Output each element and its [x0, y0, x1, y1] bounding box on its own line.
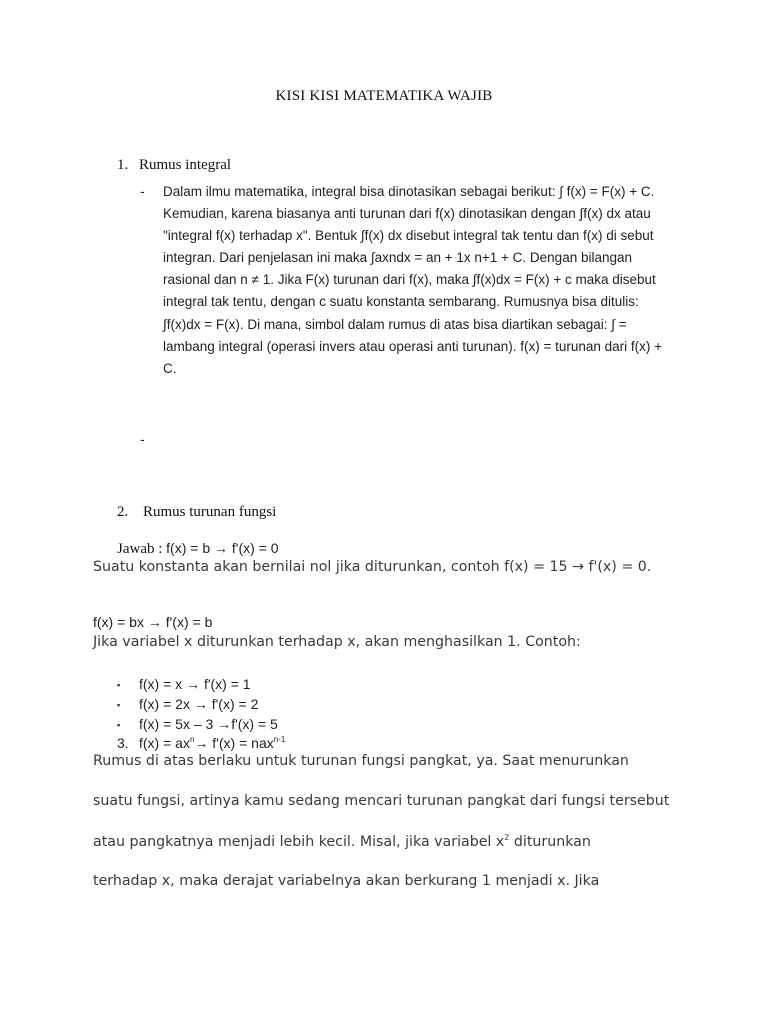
body-line: suatu fungsi, artinya kamu sedang mencari turunan pangkat dari fungsi tersebut: [93, 793, 670, 809]
example-formula: f(x) = 5x – 3 →f'(x) = 5: [139, 716, 278, 732]
integral-paragraph: [163, 181, 662, 380]
jika-variabel-text: Jika variabel x diturunkan terhadap x, akan menghasilkan 1. Contoh:: [93, 634, 581, 650]
paragraph-line: rasional dan n ≠ 1. Jika F(x) turunan dari f(x), maka ∫f(x)dx = F(x) + c maka disebut: [163, 272, 656, 288]
example-formula: f(x) = x → f'(x) = 1: [139, 676, 251, 692]
body-line-tail: diturunkan: [509, 834, 591, 850]
power-formula-right: → f'(x) = nax: [194, 735, 274, 751]
paragraph-line: Dalam ilmu matematika, integral bisa dinotasikan sebagai berikut: ∫ f(x) = F(x) + C.: [163, 184, 655, 199]
power-formula-left: f(x) = ax: [139, 735, 190, 751]
example-formula: f(x) = 2x → f'(x) = 2: [139, 696, 259, 712]
section-2-heading: Rumus turunan fungsi: [143, 504, 277, 520]
body-line: terhadap x, maka derajat variabelnya akan berkurang 1 menjadi x. Jika: [93, 873, 600, 889]
section-2-number: 2.: [117, 504, 129, 520]
fbx-formula: f(x) = bx → f'(x) = b: [93, 614, 213, 630]
body-line-text: atau pangkatnya menjadi lebih kecil. Misal, jika variabel x: [93, 834, 505, 850]
section-1-heading: Rumus integral: [139, 157, 232, 173]
exponent-2: 2: [504, 833, 510, 842]
item-3-number: 3.: [117, 735, 129, 751]
paragraph-line: Kemudian, karena biasanya anti turunan dari f(x) dinotasikan dengan ∫f(x) dx atau: [163, 206, 651, 222]
paragraph-line: C.: [163, 360, 177, 376]
exponent-n-minus-1: n-1: [273, 735, 286, 744]
paragraph-line: "integral f(x) terhadap x". Bentuk ∫f(x) dx disebut integral tak tentu dan f(x) di sebut: [163, 228, 654, 244]
bullet-icon: ▪: [117, 680, 121, 690]
body-line: [93, 833, 591, 850]
section-1-dash: -: [140, 183, 145, 199]
paragraph-line: ∫f(x)dx = F(x). Di mana, simbol dalam rumus di atas bisa diartikan sebagai: ∫ =: [163, 316, 627, 332]
jawab-label: Jawab :: [117, 541, 167, 557]
section-1-number: 1.: [117, 157, 129, 173]
bullet-icon: ▪: [117, 700, 121, 710]
power-rule-formula: [139, 735, 285, 751]
body-line: Rumus di atas berlaku untuk turunan fungsi pangkat, ya. Saat menurunkan: [93, 753, 629, 769]
page-title: KISI KISI MATEMATIKA WAJIB: [275, 88, 493, 104]
empty-list-dash: -: [140, 431, 145, 447]
bullet-icon: ▪: [117, 720, 121, 730]
paragraph-line: integran. Dari penjelasan ini maka ∫axndx = an + 1x n+1 + C. Dengan bilangan: [163, 250, 633, 266]
jawab-formula: f(x) = b → f'(x) = 0: [166, 540, 279, 556]
paragraph-line: lambang integral (operasi invers atau operasi anti turunan). f(x) = turunan dari f(x) +: [163, 338, 663, 354]
jawab-line: [117, 540, 279, 558]
konstanta-text: Suatu konstanta akan bernilai nol jika diturunkan, contoh f(x) = 15 → f'(x) = 0.: [93, 559, 652, 575]
paragraph-line: integral tak tentu, dengan c suatu konstanta sembarang. Rumusnya bisa ditulis:: [163, 294, 639, 310]
exponent-n: n: [189, 735, 195, 744]
